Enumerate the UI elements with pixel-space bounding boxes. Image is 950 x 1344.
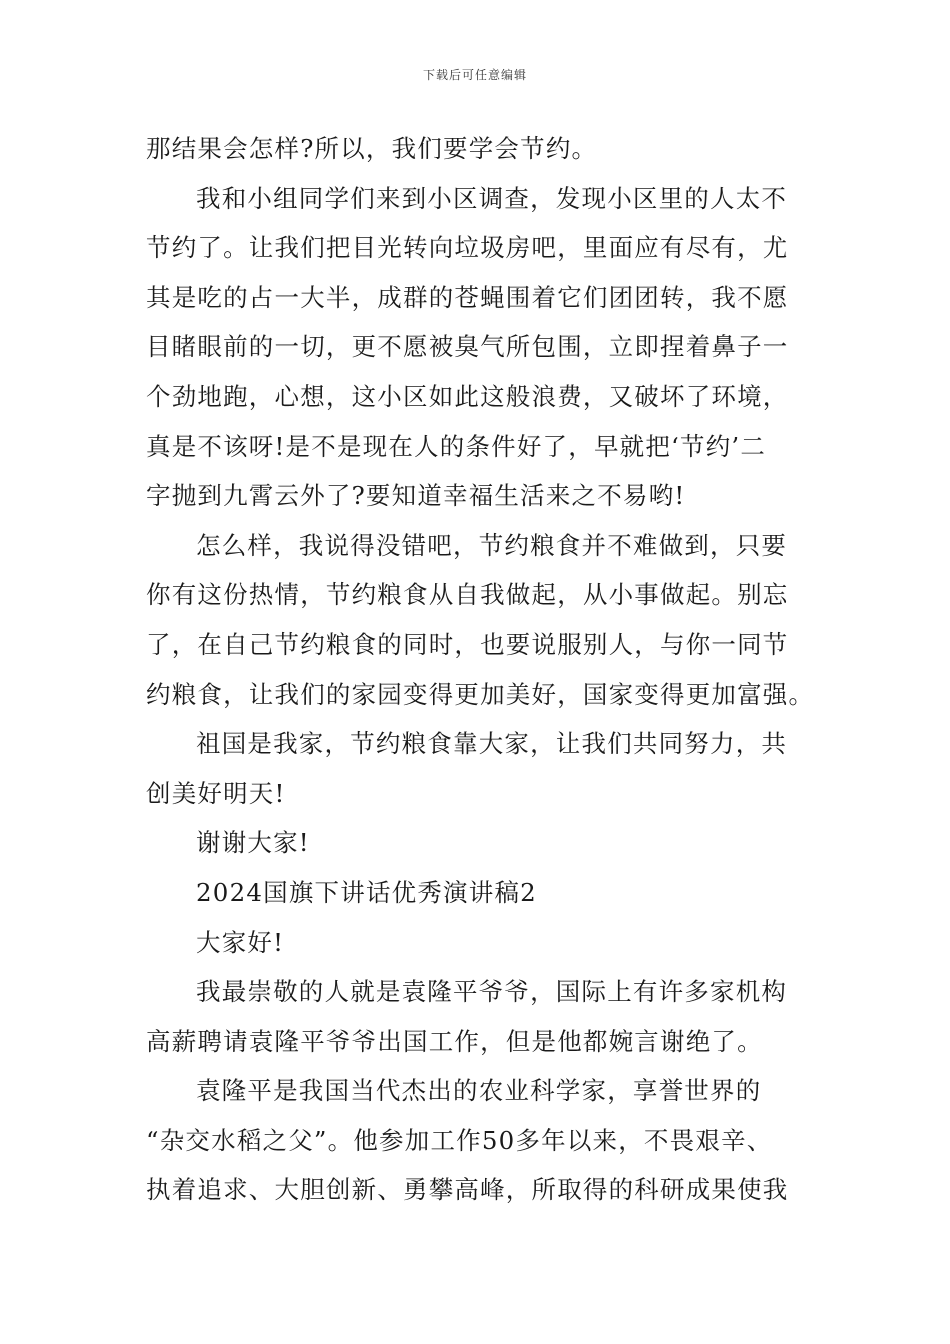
text-line: 谢谢大家! (196, 828, 310, 858)
section-title: 2024国旗下讲话优秀演讲稿2 (196, 877, 537, 907)
text-line: 字抛到九霄云外了?要知道幸福生活来之不易哟! (146, 481, 686, 511)
page-header-note: 下载后可任意编辑 (422, 68, 527, 82)
text-line: 祖国是我家，节约粮食靠大家，让我们共同努力，共 (196, 729, 788, 759)
text-line: 我最崇敬的人就是袁隆平爷爷，国际上有许多家机构 (196, 977, 788, 1007)
text-line: 节约了。让我们把目光转向垃圾房吧，里面应有尽有，尤 (146, 233, 789, 263)
text-line: 执着追求、大胆创新、勇攀高峰，所取得的科研成果使我 (146, 1175, 789, 1205)
text-line: 你有这份热情，节约粮食从自我做起，从小事做起。别忘 (146, 580, 789, 610)
text-line: 我和小组同学们来到小区调查，发现小区里的人太不 (196, 183, 788, 213)
text-line: 那结果会怎样?所以，我们要学会节约。 (146, 134, 598, 163)
text-line: “杂交水稻之父”。他参加工作50多年以来，不畏艰辛、 (146, 1125, 773, 1155)
text-line: 个劲地跑，心想，这小区如此这般浪费，又破坏了环境， (146, 381, 789, 411)
document-body (146, 124, 815, 1215)
text-line: 了，在自己节约粮食的同时，也要说服别人，与你一同节 (146, 629, 789, 659)
text-line: 约粮食，让我们的家园变得更加美好，国家变得更加富强。 (146, 679, 815, 709)
text-line: 怎么样，我说得没错吧，节约粮食并不难做到，只要 (196, 530, 788, 560)
text-line: 大家好! (196, 927, 285, 957)
text-line: 其是吃的占一大半，成群的苍蝇围着它们团团转，我不愿 (146, 282, 789, 312)
text-line: 真是不该呀!是不是现在人的条件好了，早就把‘节约’二 (146, 431, 767, 461)
text-line: 袁隆平是我国当代杰出的农业科学家，享誉世界的 (196, 1076, 762, 1106)
text-line: 高薪聘请袁隆平爷爷出国工作，但是他都婉言谢绝了。 (146, 1026, 763, 1056)
text-line: 创美好明天! (146, 778, 286, 808)
text-line: 目睹眼前的一切，更不愿被臭气所包围，立即捏着鼻子一 (146, 332, 789, 362)
